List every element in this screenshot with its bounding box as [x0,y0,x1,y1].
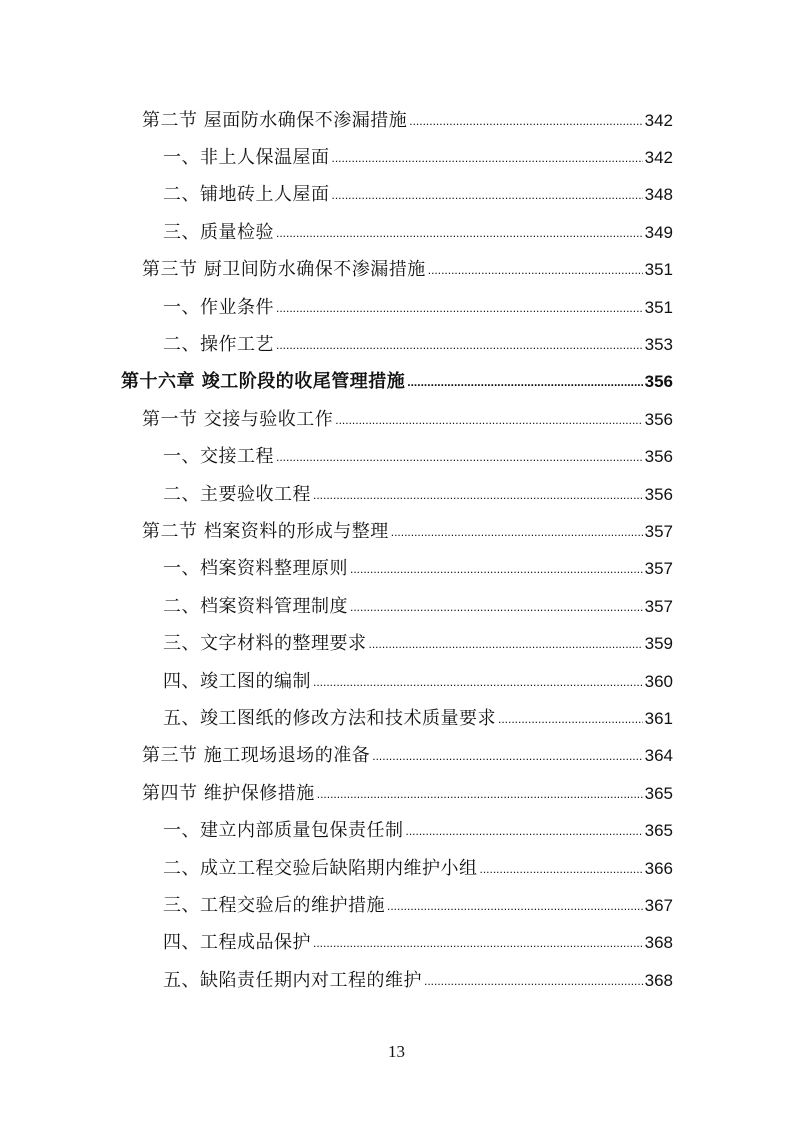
toc-entry-title: 三、工程交验后的维护措施 [163,894,385,916]
toc-entry-item[interactable] [0,663,793,700]
toc-entry-item[interactable] [0,887,793,924]
page-number: 13 [388,1042,405,1061]
toc-entry-title: 一、建立内部质量包保责任制 [163,820,404,842]
toc-entry-page-number: 348 [644,185,673,205]
dot-leader [387,900,643,912]
dot-leader [313,937,643,949]
toc-entry-title: 二、铺地砖上人屋面 [163,184,330,206]
toc-entry-page-number: 361 [644,708,673,728]
toc-entry-item[interactable] [0,476,793,513]
toc-entry-page-number: 357 [644,521,673,541]
dot-leader [276,302,643,314]
toc-entry-line [163,149,673,167]
toc-entry-section[interactable] [0,401,793,438]
dot-leader [276,227,643,239]
toc-entry-title: 五、缺陷责任期内对工程的维护 [163,969,422,991]
dot-leader [313,489,643,501]
dot-leader [480,863,643,875]
toc-entry-section[interactable] [0,252,793,289]
dot-leader [332,189,643,201]
toc-entry-line [163,483,673,505]
dot-leader [335,414,642,426]
toc-entry-section[interactable] [0,102,793,139]
toc-entry-title: 三、质量检验 [163,221,274,243]
toc-entry-page-number: 351 [644,260,673,280]
toc-entry-chapter[interactable] [0,364,793,401]
dot-leader [424,975,643,987]
dot-leader [350,601,643,613]
toc-entry-item[interactable] [0,139,793,176]
toc-entry-title: 二、成立工程交验后缺陷期内维护小组 [163,857,478,879]
toc-entry-page-number: 356 [644,484,673,504]
toc-entry-title: 第四节 维护保修措施 [142,782,315,804]
toc-entry-item[interactable] [0,326,793,363]
toc-entry-title: 第一节 交接与验收工作 [142,408,334,430]
toc-entry-title: 二、操作工艺 [163,334,274,356]
toc-entry-page-number: 356 [644,409,673,429]
toc-entry-page-number: 342 [644,148,673,168]
toc-entry-line [142,109,673,131]
table-of-contents [0,102,793,999]
toc-entry-title: 三、文字材料的整理要求 [163,633,367,655]
toc-entry-page-number: 359 [644,634,673,654]
toc-entry-page-number: 360 [644,671,673,691]
toc-entry-title: 第三节 施工现场退场的准备 [142,745,371,767]
toc-entry-title: 二、主要验收工程 [163,483,311,505]
toc-entry-line [163,822,673,840]
toc-entry-page-number: 353 [644,335,673,355]
toc-entry-line [163,336,673,354]
toc-entry-item[interactable] [0,588,793,625]
toc-entry-item[interactable] [0,925,793,962]
toc-entry-title: 一、档案资料整理原则 [163,558,348,580]
toc-entry-title: 第十六章 竣工阶段的收尾管理措施 [121,371,406,393]
toc-entry-item[interactable] [0,551,793,588]
toc-entry-line [163,635,673,653]
toc-entry-item[interactable] [0,850,793,887]
toc-entry-line [163,707,673,729]
toc-entry-page-number: 367 [644,895,673,915]
dot-leader [276,451,643,463]
dot-leader [406,825,643,837]
toc-entry-page-number: 365 [644,821,673,841]
toc-entry-page-number: 342 [644,110,673,130]
toc-entry-section[interactable] [0,738,793,775]
toc-entry-section[interactable] [0,775,793,812]
toc-entry-page-number: 351 [644,297,673,317]
toc-entry-title: 第二节 档案资料的形成与整理 [142,520,389,542]
toc-entry-item[interactable] [0,289,793,326]
toc-entry-line [163,560,673,578]
toc-entry-title: 一、作业条件 [163,296,274,318]
toc-entry-page-number: 368 [644,933,673,953]
toc-entry-item[interactable] [0,214,793,251]
toc-entry-item[interactable] [0,625,793,662]
toc-entry-line [163,595,673,617]
toc-entry-page-number: 356 [644,372,673,392]
toc-entry-title: 四、工程成品保护 [163,932,311,954]
toc-entry-line [142,408,673,430]
toc-entry-page-number: 349 [644,222,673,242]
toc-entry-section[interactable] [0,513,793,550]
toc-entry-page-number: 357 [644,596,673,616]
toc-entry-item[interactable] [0,962,793,999]
toc-entry-title: 第三节 厨卫间防水确保不渗漏措施 [142,259,426,281]
dot-leader [372,750,642,762]
toc-entry-item[interactable] [0,812,793,849]
dot-leader [317,788,643,800]
toc-entry-page-number: 368 [644,970,673,990]
toc-entry-line [163,296,673,318]
toc-entry-title: 二、档案资料管理制度 [163,595,348,617]
dot-leader [409,115,642,127]
dot-leader [391,526,643,538]
toc-entry-item[interactable] [0,177,793,214]
dot-leader [350,563,643,575]
toc-entry-page-number: 356 [644,447,673,467]
toc-entry-page-number: 357 [644,559,673,579]
toc-entry-line [163,448,673,466]
toc-entry-title: 一、非上人保温屋面 [163,147,330,169]
toc-entry-line [163,857,673,879]
toc-entry-page-number: 365 [644,783,673,803]
dot-leader [332,152,643,164]
toc-entry-line [142,747,673,765]
dot-leader [369,638,643,650]
toc-entry-title: 第二节 屋面防水确保不渗漏措施 [142,109,408,131]
toc-entry-line [163,969,673,991]
toc-entry-line [163,221,673,243]
toc-entry-page-number: 364 [644,746,673,766]
dot-leader [407,376,642,388]
dot-leader [276,339,643,351]
dot-leader [498,713,643,725]
toc-entry-title: 一、交接工程 [163,446,274,468]
dot-leader [313,676,643,688]
toc-entry-line [163,186,673,204]
toc-entry-line [121,373,673,391]
toc-entry-line [163,894,673,916]
toc-entry-title: 五、竣工图纸的修改方法和技术质量要求 [163,707,496,729]
toc-entry-page-number: 366 [644,858,673,878]
toc-entry-line [142,520,673,542]
toc-entry-line [163,934,673,952]
dot-leader [428,264,643,276]
toc-entry-line [142,782,673,804]
toc-entry-item[interactable] [0,439,793,476]
toc-entry-line [142,261,673,279]
toc-entry-line [163,670,673,692]
toc-entry-item[interactable] [0,700,793,737]
toc-entry-title: 四、竣工图的编制 [163,670,311,692]
